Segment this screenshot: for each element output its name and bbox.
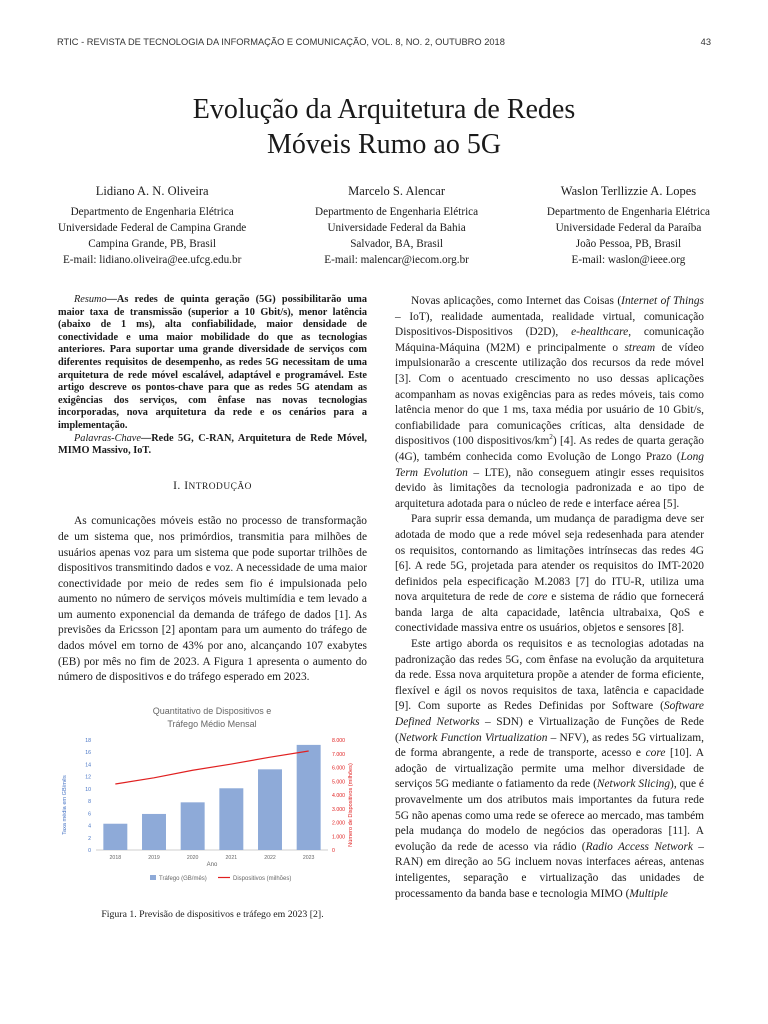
- section-initial: I: [184, 479, 189, 492]
- chart-ytick-left: 6: [88, 811, 91, 818]
- keywords-body: —Rede 5G, C-RAN, Arquitetura de Rede Móvel, MIMO Massivo, IoT.: [58, 432, 367, 457]
- right-column: [395, 294, 704, 902]
- abstract-text: [58, 294, 367, 433]
- chart-ytick-left: 0: [88, 847, 91, 854]
- author-name: Marcelo S. Alencar: [348, 184, 445, 198]
- chart-ytick-left: 8: [88, 798, 91, 805]
- author-email: E-mail: malencar@iecom.org.br: [324, 254, 469, 266]
- chart-bar: [297, 745, 321, 850]
- traffic-devices-chart: [58, 700, 367, 898]
- chart-xtick: 2023: [302, 854, 315, 861]
- chart-ytick-left: 18: [85, 737, 91, 744]
- left-column: [58, 294, 367, 923]
- author-block: [58, 183, 710, 268]
- chart-ytick-left: 4: [88, 823, 91, 830]
- author-name: Waslon Terllizzie A. Lopes: [560, 184, 697, 198]
- legend-label-traffic: Tráfego (GB/mês): [159, 875, 207, 882]
- chart-ylabel-left: Taxa média em GB/mês: [62, 775, 68, 835]
- author-univ: Universidade Federal da Bahia: [327, 222, 466, 234]
- chart-ytick-left: 12: [85, 774, 91, 781]
- chart-bar: [258, 769, 282, 850]
- chart-ytick-left: 10: [85, 786, 91, 793]
- author-3: [547, 183, 710, 268]
- legend-label-devices: Dispositivos (milhões): [233, 875, 292, 882]
- chart-xtick: 2018: [109, 854, 122, 861]
- keywords: [58, 433, 367, 458]
- author-univ: Universidade Federal de Campina Grande: [58, 222, 247, 234]
- chart-ytick-right: 5.000: [332, 779, 345, 786]
- title-line-2: Móveis Rumo ao 5G: [266, 129, 502, 160]
- paragraph-article-scope: Este artigo aborda os requisitos e as tecnologias adotadas na padronização das redes 5G, com ênfase na evolução da arquitetura da rede. Essa nova arquitetura propõe a atender de forma eficiente, flexível e ágil os novos requisitos de taxa, latência e capacidade [9]. Com suporte as Redes Definidas por Software (Software Defined Networks – SDN) e Virtualização de Funções de Rede (Network Function Virtualization – NFV), as redes 5G virtualizam, de forma abrangente, a rede de transporte, acesso e core [10]. A adoção de virtualização permite uma melhor diversidade de serviços 5G mediante o fatiamento da rede (Network Slicing), que é provavelmente um dos atributos mais importantes da futura rede 5G não apenas como uma rede se oferece ao mercado, mas também pela mudança do modelo de negócios das operadoras [11]. A evolução da rede de acesso via rádio (Radio Access Network – RAN) em direção ao 5G incluem novas interfaces aéreas, antenas inteligentes, separação e virtualização das unidades de processamento da banda base e tecnologia MIMO (Multiple: [395, 638, 704, 900]
- chart-title-line-1: Quantitativo de Dispositivos e: [152, 705, 272, 716]
- chart-bar: [219, 788, 243, 850]
- author-email: E-mail: waslon@ieee.org: [571, 254, 686, 266]
- author-dept: Departmento de Engenharia Elétrica: [546, 206, 710, 218]
- chart-ylabel-right: Número de Dispositivos (milhões): [348, 763, 354, 847]
- author-name: Lidiano A. N. Oliveira: [95, 184, 209, 198]
- section-number: I.: [173, 479, 185, 492]
- paragraph-applications: Novas aplicações, como Internet das Coisas (Internet of Things – IoT), realidade aumentada, realidade virtual, comunicação Dispositivos-Dispositivos (D2D), e-healthcare, comunicação Máquina-Máquina (M2M) e principalmente o stream de vídeo impulsionarão a crescente utilização dos recursos da rede móvel [3]. Com o acentuado crescimento no uso dessas aplicações acompanham as novas exigências para as redes móveis, tais como latência menor do que 1 ms, taxa média por usuário de 10 Gbit/s, confiabilidade para comunicações críticas, alta densidade de dispositivos (100 dispositivos/$km^2$) [4]. As redes de quarta geração (4G), também conhecida como Evolução de Longo Prazo (Long Term Evolution – LTE), não conseguem atingir esses requisitos devido às limitações da tecnologia padronizada e ao tipo de arquitetura adotada para o núcleo de rede e interface aérea [5].: [395, 295, 705, 510]
- running-header: [57, 37, 711, 51]
- chart-ytick-left: 16: [85, 750, 91, 757]
- chart-ytick-right: 0: [332, 847, 335, 854]
- chart-xtick: 2020: [186, 854, 199, 861]
- intro-paragraph: As comunicações móveis estão no processo de transformação de um sistema que, nos primórdios, transmitia para milhões de usuários apenas voz para um sistema que pode suportar trilhões de dispositivos transmitindo dados e voz. A necessidade de uma maior conectividade por meio de redes sem fio é impulsionada pelo aumento no número de serviços móveis multimídia e tem levado a um aumento exponencial da demanda de tráfego de dados [1]. As previsões da Ericsson [2] apontam para um aumento do tráfego de dados móvel em torno de 43% por ano, alcançando 107 exabytes (EB) por mês no fim de 2023. A Figura 1 apresenta o aumento do número de dispositivos e do tráfego esperado em 2023.: [58, 515, 367, 684]
- author-1: [58, 183, 246, 268]
- section-heading: [58, 479, 367, 496]
- chart-ytick-right: 2.000: [332, 820, 345, 827]
- author-2: [315, 183, 478, 268]
- chart-bar: [103, 824, 127, 850]
- chart-ytick-left: 14: [85, 762, 91, 769]
- chart-ytick-left: 2: [88, 835, 91, 842]
- abstract-label: Resumo: [74, 294, 107, 305]
- journal-name: RTIC - REVISTA DE TECNOLOGIA DA INFORMAÇÃO E COMUNICAÇÃO, VOL. 8, NO. 2, OUTUBRO 2018: [57, 37, 505, 47]
- figure-caption: Figura 1. Previsão de dispositivos e tráfego em 2023 [2].: [101, 909, 324, 921]
- chart-xtick: 2021: [225, 854, 238, 861]
- chart-ytick-right: 1.000: [332, 834, 345, 841]
- chart-ytick-right: 8.000: [332, 737, 345, 744]
- chart-ytick-right: 7.000: [332, 751, 345, 758]
- chart-ytick-right: 3.000: [332, 806, 345, 813]
- chart-xtick: 2022: [264, 854, 276, 861]
- chart-title-line-2: Tráfego Médio Mensal: [167, 718, 257, 729]
- chart-bar: [142, 814, 166, 850]
- keywords-label: Palavras-Chave: [74, 432, 141, 444]
- chart-bar: [181, 802, 205, 850]
- page-number: 43: [700, 37, 711, 47]
- author-univ: Universidade Federal da Paraíba: [555, 222, 702, 234]
- author-email: E-mail: lidiano.oliveira@ee.ufcg.edu.br: [62, 254, 242, 266]
- chart-xtick: 2019: [148, 854, 160, 861]
- author-city: João Pessoa, PB, Brasil: [575, 238, 682, 250]
- author-city: Campina Grande, PB, Brasil: [88, 238, 216, 250]
- paragraph-paradigm: Para suprir essa demanda, um mudança de paradigma deve ser adotada de modo que a rede móvel seja redesenhada para atender os requisitos, contornando as limitações intrínsecas das redes 4G [6]. A rede 5G, projetada para atender os requisitos do IMT-2020 definidos pela especificação M.2083 [7] do ITU-R, utiliza uma nova arquitetura de rede de core e sistema de rádio que fornecerá banda larga de alta capacidade, latência ultrabaixa, QoS e conectividade massiva entre os usuários, objetos e sensores [8].: [395, 513, 704, 635]
- chart-ytick-right: 6.000: [332, 765, 345, 772]
- paper-title: [0, 92, 768, 162]
- author-city: Salvador, BA, Brasil: [350, 238, 443, 250]
- author-dept: Departmento de Engenharia Elétrica: [315, 206, 479, 218]
- figure-1: [58, 700, 367, 923]
- abstract-body: —As redes de quinta geração (5G) possibilitarão uma maior taxa de transmissão (superior a 10 Gbit/s), menor latência (abaixo de 1 ms), alta confiabilidade, maior densidade de conectividade e uma maior mobilidade do que as tecnologias anteriores. Para suportar uma grande diversidade de serviços com diferentes requisitos de desempenho, as redes 5G necessitam de uma arquitetura de rede móvel escalável, adaptável e programável. Este artigo descreve os pontos-chave para que as redes 5G atendam as exigências dos serviços, com ênfase nas novas tecnologias incorporadas, nova arquitetura da rede e os cenários para a implementação.: [58, 294, 367, 431]
- section-rest: NTRODUÇÃO: [188, 481, 252, 492]
- title-line-1: Evolução da Arquitetura de Redes: [192, 94, 576, 125]
- chart-xlabel: Ano: [206, 861, 218, 868]
- abstract: [58, 294, 367, 458]
- author-dept: Departmento de Engenharia Elétrica: [70, 206, 234, 218]
- legend-swatch-traffic: [150, 875, 156, 880]
- chart-ytick-right: 4.000: [332, 792, 345, 799]
